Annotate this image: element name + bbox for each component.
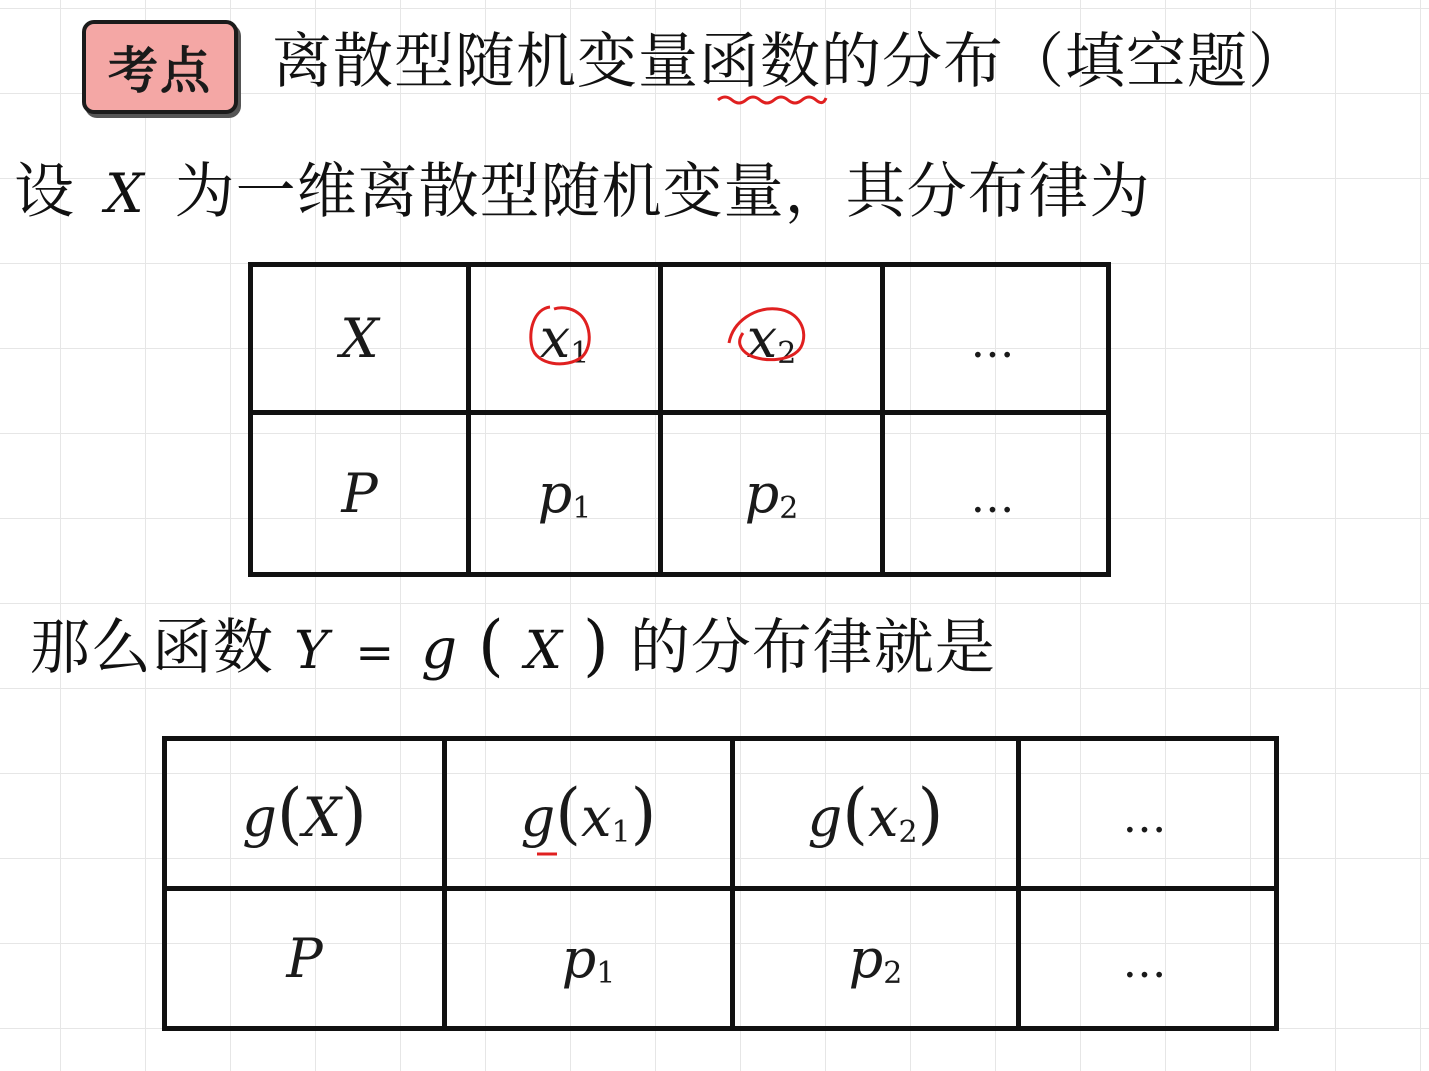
red-underline-annotation [535, 851, 559, 857]
cell-p-ellipsis: … [883, 413, 1109, 575]
topic-badge: 考点 [82, 20, 238, 114]
cell-gx-label: g(X) [165, 739, 445, 889]
cell-x1 [469, 265, 661, 413]
page-title: 离散型随机变量函数的分布（填空题） [272, 27, 1309, 97]
function-text-before: 那么函数 [30, 613, 274, 683]
g-x1-symbol: $g(x_1)$ [521, 775, 657, 852]
func-g: g [421, 617, 458, 682]
x1-symbol: $x_1$ [540, 307, 590, 371]
cell-p1: $p_1$ [469, 413, 661, 575]
cell-x2 [661, 265, 883, 413]
cell-g-x1 [445, 739, 733, 889]
table-row-p [251, 413, 1109, 575]
cell-p2-2: $p_2$ [733, 889, 1019, 1029]
intro-sentence [14, 152, 1151, 234]
cell-p1-2: $p_1$ [445, 889, 733, 1029]
table-row-p2 [165, 889, 1277, 1029]
cell-x-label: X [251, 265, 469, 413]
cell-p-label: P [251, 413, 469, 575]
function-sentence [30, 606, 996, 692]
cell-p-label-2: P [165, 889, 445, 1029]
distribution-table-x [248, 262, 1111, 577]
func-arg-x: X [524, 621, 563, 681]
table-row-x [251, 265, 1109, 413]
cell-gx-ellipsis: … [1019, 739, 1277, 889]
x2-symbol: $x_2$ [747, 307, 797, 371]
cell-g-x2: $g(x_2)$ [733, 739, 1019, 889]
intro-text-after: 为一维离散型随机变量，其分布律为 [174, 157, 1151, 227]
function-text-after: 的分布律就是 [629, 613, 996, 683]
distribution-table-gx [162, 736, 1279, 1031]
red-underline-annotation [716, 92, 828, 108]
intro-var-x: X [105, 162, 145, 225]
paren-open: ( [478, 607, 505, 684]
intro-text-before: 设 [14, 157, 75, 227]
cell-p2: $p_2$ [661, 413, 883, 575]
table-row-gx [165, 739, 1277, 889]
cell-x-ellipsis: … [883, 265, 1109, 413]
var-y: Y [294, 621, 330, 681]
cell-p-ellipsis-2: … [1019, 889, 1277, 1029]
equals-sign: = [355, 625, 396, 679]
paren-close: ) [582, 607, 610, 684]
